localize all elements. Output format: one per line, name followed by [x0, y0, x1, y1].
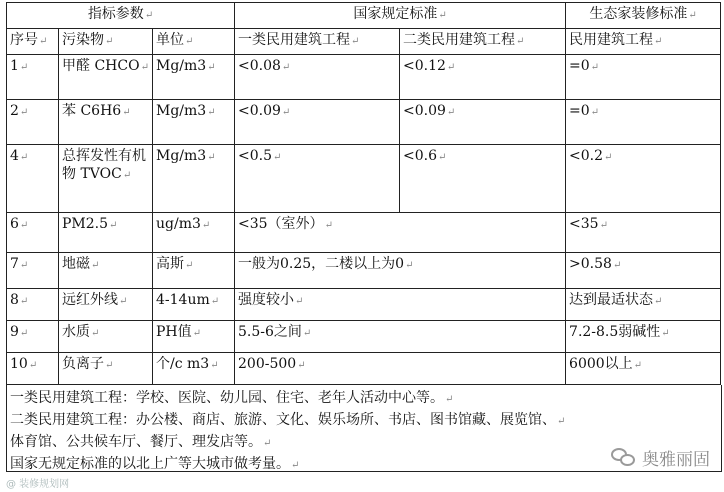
- cell-no: 4↵: [7, 145, 59, 213]
- brand-watermark: [611, 445, 710, 470]
- cell-unit: 个/c m3↵: [153, 353, 235, 385]
- header-params: 指标参数↵: [7, 3, 235, 29]
- header-civil: 民用建筑工程↵: [566, 29, 721, 55]
- header-class2: 二类民用建筑工程↵: [400, 29, 566, 55]
- cell-national: <35（室外）↵: [235, 213, 566, 253]
- standards-document: [6, 2, 720, 472]
- cell-no: 1↵: [7, 55, 59, 100]
- cell-pollutant: 苯 C6H6↵: [59, 100, 153, 145]
- brand-name: 奥雅丽固: [642, 450, 710, 470]
- cell-class1: <0.08↵: [235, 55, 400, 100]
- table-row: [7, 353, 721, 385]
- cell-no: 7↵: [7, 253, 59, 289]
- note-line: 一类民用建筑工程：学校、医院、幼儿园、住宅、老年人活动中心等。↵: [10, 390, 454, 406]
- cell-national: 一般为0.25，二楼以上为0↵: [235, 253, 566, 289]
- note-line: 国家无规定标准的以北上广等大城市做考量。↵: [10, 456, 300, 472]
- header-row-sub: [7, 29, 721, 55]
- note-line: 二类民用建筑工程：办公楼、商店、旅游、文化、娱乐场所、书店、图书馆藏、展览馆、↵: [10, 412, 566, 428]
- cell-class2: <0.09↵: [400, 100, 566, 145]
- cell-pollutant: 甲醛 CHCO↵: [59, 55, 153, 100]
- table-row: [7, 100, 721, 145]
- table-row: [7, 213, 721, 253]
- cell-unit: 高斯↵: [153, 253, 235, 289]
- header-no: 序号↵: [7, 29, 59, 55]
- cell-eco: <35↵: [566, 213, 721, 253]
- cell-pollutant: PM2.5↵: [59, 213, 153, 253]
- cell-no: 10↵: [7, 353, 59, 385]
- cell-pollutant: 水质↵: [59, 321, 153, 353]
- cell-unit: 4-14um↵: [153, 289, 235, 321]
- cell-no: 8↵: [7, 289, 59, 321]
- cell-no: 6↵: [7, 213, 59, 253]
- cell-unit: PH值↵: [153, 321, 235, 353]
- cell-class1: <0.09↵: [235, 100, 400, 145]
- table-row: [7, 145, 721, 213]
- cell-eco: =0↵: [566, 100, 721, 145]
- header-national: 国家规定标准↵: [235, 3, 566, 29]
- cell-eco: <0.2↵: [566, 145, 721, 213]
- cell-pollutant: 远红外线↵: [59, 289, 153, 321]
- cell-class1: <0.5↵: [235, 145, 400, 213]
- cell-national: 强度较小↵: [235, 289, 566, 321]
- cell-no: 2↵: [7, 100, 59, 145]
- cell-unit: Mg/m3↵: [153, 55, 235, 100]
- header-unit: 单位↵: [153, 29, 235, 55]
- cell-unit: ug/m3↵: [153, 213, 235, 253]
- cell-unit: Mg/m3↵: [153, 100, 235, 145]
- table-row: [7, 289, 721, 321]
- table-row: [7, 55, 721, 100]
- cell-eco: =0↵: [566, 55, 721, 100]
- cell-pollutant: 负离子↵: [59, 353, 153, 385]
- cell-national: 5.5-6之间↵: [235, 321, 566, 353]
- cell-class2: <0.12↵: [400, 55, 566, 100]
- cell-pollutant: 地磁↵: [59, 253, 153, 289]
- wechat-icon: [611, 448, 637, 468]
- note-line: 体育馆、公共候车厅、餐厅、理发店等。↵: [10, 434, 272, 450]
- cell-no: 9↵: [7, 321, 59, 353]
- cell-national: 200-500↵: [235, 353, 566, 385]
- cell-class2: <0.6↵: [400, 145, 566, 213]
- header-class1: 一类民用建筑工程↵: [235, 29, 400, 55]
- table-row: [7, 253, 721, 289]
- cell-unit: Mg/m3↵: [153, 145, 235, 213]
- cell-eco: >0.58↵: [566, 253, 721, 289]
- header-pollutant: 污染物↵: [59, 29, 153, 55]
- header-row-top: [7, 3, 721, 29]
- cell-pollutant: 总挥发性有机物 TVOC↵: [59, 145, 153, 213]
- cell-eco: 达到最适状态↵: [566, 289, 721, 321]
- header-eco: 生态家装修标准↵: [566, 3, 721, 29]
- watermark-left: @ 装修规划网: [6, 479, 70, 490]
- table-row: [7, 321, 721, 353]
- cell-eco: 6000以上↵: [566, 353, 721, 385]
- cell-eco: 7.2-8.5弱碱性↵: [566, 321, 721, 353]
- standards-table: [6, 2, 721, 385]
